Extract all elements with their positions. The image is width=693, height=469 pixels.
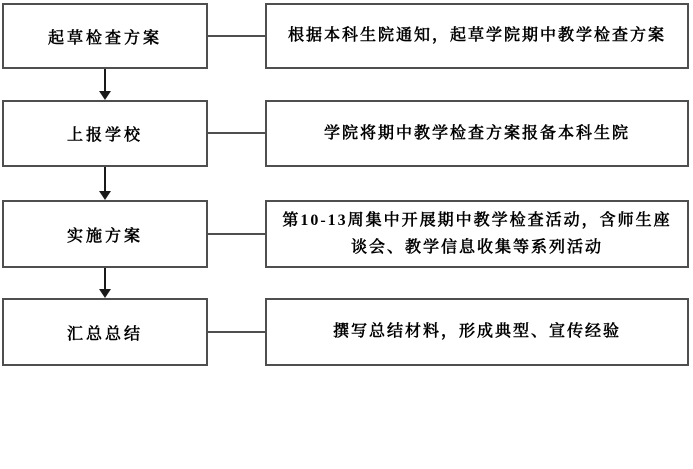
arrow-down-icon	[99, 191, 111, 200]
connector-line-3	[207, 233, 265, 235]
step-box-draft-plan	[2, 3, 208, 69]
step-label-implement-plan: 实施方案	[66, 227, 143, 245]
step-box-summarize	[2, 298, 208, 366]
detail-box-report-school	[265, 100, 689, 167]
detail-box-implement-plan	[265, 200, 689, 268]
connector-line-4	[207, 331, 265, 333]
arrow-down-icon	[99, 91, 111, 100]
step-box-report-school	[2, 100, 208, 167]
arrow-down-icon	[99, 289, 111, 298]
detail-box-draft-plan	[265, 3, 689, 69]
connector-line-1	[207, 35, 265, 37]
detail-text-draft-plan: 根据本科生院通知，起草学院期中教学检查方案	[287, 27, 666, 45]
step-label-draft-plan: 起草检查方案	[47, 29, 162, 47]
flow-arrow-line-3	[104, 268, 106, 289]
step-box-implement-plan	[2, 200, 208, 268]
detail-text-report-school: 学院将期中教学检查方案报备本科生院	[323, 124, 630, 142]
flow-arrow-line-2	[104, 167, 106, 191]
step-label-report-school: 上报学校	[66, 127, 143, 144]
connector-line-2	[207, 132, 265, 134]
flow-arrow-line-1	[104, 69, 106, 91]
detail-box-summarize	[265, 298, 689, 366]
detail-text-implement-plan: 第10-13周集中开展期中教学检查活动，含师生座谈会、教学信息收集等系列活动	[282, 211, 672, 256]
step-label-summarize: 汇总总结	[66, 325, 143, 343]
detail-text-summarize: 撰写总结材料，形成典型、宣传经验	[332, 323, 621, 341]
